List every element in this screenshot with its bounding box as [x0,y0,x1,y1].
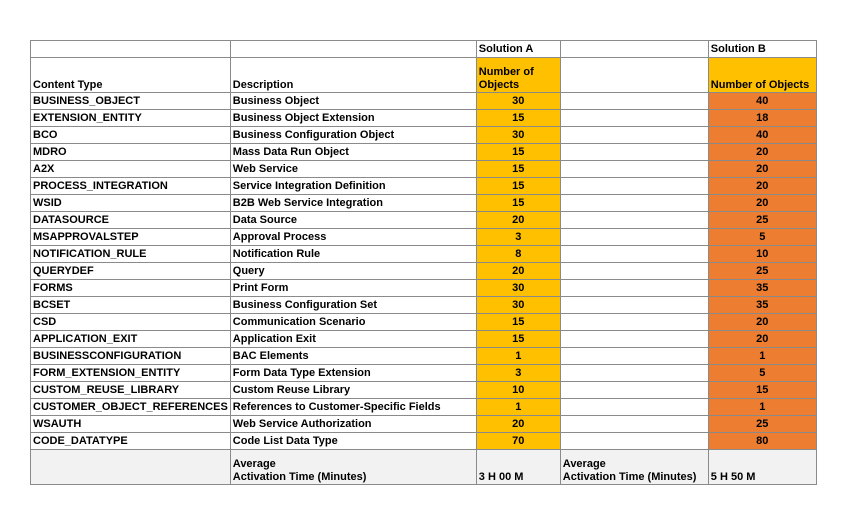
content-type-cell: CSD [31,314,231,331]
table-row [31,246,817,263]
description-cell: Mass Data Run Object [230,144,476,161]
description-cell: Web Service [230,161,476,178]
comparison-table [30,40,817,485]
description-cell: Business Configuration Object [230,127,476,144]
empty-cell [31,41,231,58]
empty-cell [560,229,708,246]
table-row [31,382,817,399]
empty-cell [560,246,708,263]
solution-a-count-cell: 15 [476,144,560,161]
empty-cell [560,212,708,229]
table-row [31,127,817,144]
content-type-cell: NOTIFICATION_RULE [31,246,231,263]
solution-b-count-cell: 1 [708,399,816,416]
solution-a-average-label [230,450,476,485]
table-row [31,399,817,416]
empty-cell [31,450,231,485]
table-row [31,297,817,314]
solution-b-count-cell: 35 [708,297,816,314]
solution-a-count-cell: 10 [476,382,560,399]
empty-cell [560,93,708,110]
description-cell: Data Source [230,212,476,229]
empty-cell [560,263,708,280]
solution-b-count-cell: 1 [708,348,816,365]
content-type-cell: WSAUTH [31,416,231,433]
average-label-line1: Average [562,458,606,470]
empty-cell [560,41,708,58]
table-row [31,144,817,161]
description-cell: Custom Reuse Library [230,382,476,399]
solution-a-count-cell: 15 [476,161,560,178]
solution-b-count-header: Number of Objects [708,58,816,93]
content-type-cell: WSID [31,195,231,212]
data-rows [31,93,817,450]
solution-b-count-cell: 20 [708,195,816,212]
description-header: Description [230,58,476,93]
content-type-cell: MDRO [31,144,231,161]
description-cell: Web Service Authorization [230,416,476,433]
solution-a-count-cell: 20 [476,263,560,280]
solution-a-count-cell: 30 [476,127,560,144]
solution-b-count-cell: 20 [708,161,816,178]
content-type-cell: FORM_EXTENSION_ENTITY [31,365,231,382]
solution-a-count-cell: 70 [476,433,560,450]
solution-a-count-cell: 3 [476,229,560,246]
description-cell: Service Integration Definition [230,178,476,195]
description-cell: Print Form [230,280,476,297]
table-row [31,348,817,365]
description-cell: Form Data Type Extension [230,365,476,382]
empty-cell [560,416,708,433]
content-type-cell: CUSTOM_REUSE_LIBRARY [31,382,231,399]
table-row [31,178,817,195]
table-row [31,280,817,297]
content-type-cell: BUSINESS_OBJECT [31,93,231,110]
solution-a-count-cell: 20 [476,212,560,229]
empty-cell [560,127,708,144]
description-cell: BAC Elements [230,348,476,365]
empty-cell [560,348,708,365]
content-type-cell: QUERYDEF [31,263,231,280]
solution-b-count-cell: 40 [708,93,816,110]
solution-b-count-cell: 40 [708,127,816,144]
table-row [31,161,817,178]
solution-a-count-cell: 1 [476,399,560,416]
solution-a-count-cell: 15 [476,195,560,212]
solution-b-count-cell: 5 [708,365,816,382]
average-label-line2: Activation Time (Minutes) [232,471,367,483]
description-cell: References to Customer-Specific Fields [230,399,476,416]
solution-a-header: Solution A [476,41,560,58]
solution-b-count-cell: 35 [708,280,816,297]
empty-cell [560,331,708,348]
solution-a-count-cell: 20 [476,416,560,433]
table-row [31,212,817,229]
empty-cell [560,178,708,195]
solution-a-count-cell: 15 [476,110,560,127]
solution-a-count-cell: 8 [476,246,560,263]
table-row [31,314,817,331]
description-cell: Approval Process [230,229,476,246]
description-cell: Business Object [230,93,476,110]
solution-b-count-cell: 20 [708,331,816,348]
solution-a-count-cell: 1 [476,348,560,365]
content-type-cell: PROCESS_INTEGRATION [31,178,231,195]
solution-a-count-cell: 30 [476,297,560,314]
solution-a-count-cell: 15 [476,314,560,331]
content-type-cell: MSAPPROVALSTEP [31,229,231,246]
solution-b-count-cell: 5 [708,229,816,246]
content-type-cell: CUSTOMER_OBJECT_REFERENCES [31,399,231,416]
content-type-header: Content Type [31,58,231,93]
solution-b-count-cell: 25 [708,212,816,229]
solution-a-count-cell: 3 [476,365,560,382]
column-header-row [31,58,817,93]
table-row [31,263,817,280]
empty-cell [560,110,708,127]
table-body [31,41,817,93]
description-cell: Communication Scenario [230,314,476,331]
description-cell: Application Exit [230,331,476,348]
table-row [31,195,817,212]
content-type-cell: BCSET [31,297,231,314]
solution-b-average-label [560,450,708,485]
content-type-cell: APPLICATION_EXIT [31,331,231,348]
solution-a-average-value: 3 H 00 M [476,450,560,485]
empty-cell [560,399,708,416]
title-row [31,41,817,58]
average-label-line1: Average [232,458,276,470]
content-type-cell: CODE_DATATYPE [31,433,231,450]
solution-b-count-cell: 20 [708,314,816,331]
empty-cell [230,41,476,58]
solution-a-count-cell: 15 [476,178,560,195]
footer-row [31,450,817,485]
solution-b-count-cell: 18 [708,110,816,127]
table-row [31,365,817,382]
solution-b-count-cell: 10 [708,246,816,263]
solution-b-count-cell: 25 [708,416,816,433]
empty-cell [560,280,708,297]
empty-cell [560,314,708,331]
solution-b-count-cell: 15 [708,382,816,399]
content-type-cell: EXTENSION_ENTITY [31,110,231,127]
content-type-cell: BCO [31,127,231,144]
solution-a-count-header: Number of Objects [476,58,560,93]
empty-cell [560,161,708,178]
content-type-cell: A2X [31,161,231,178]
empty-cell [560,433,708,450]
empty-cell [560,58,708,93]
solution-a-count-cell: 30 [476,280,560,297]
empty-cell [560,382,708,399]
solution-b-count-cell: 20 [708,178,816,195]
table-row [31,433,817,450]
description-cell: B2B Web Service Integration [230,195,476,212]
solution-b-count-cell: 80 [708,433,816,450]
table-row [31,229,817,246]
table-row [31,93,817,110]
description-cell: Business Object Extension [230,110,476,127]
content-type-cell: BUSINESSCONFIGURATION [31,348,231,365]
description-cell: Query [230,263,476,280]
table-row [31,416,817,433]
empty-cell [560,144,708,161]
content-type-cell: FORMS [31,280,231,297]
solution-a-count-cell: 15 [476,331,560,348]
empty-cell [560,365,708,382]
empty-cell [560,195,708,212]
solution-b-header: Solution B [708,41,816,58]
empty-cell [560,297,708,314]
table-row [31,331,817,348]
solution-b-average-value: 5 H 50 M [708,450,816,485]
table-row [31,110,817,127]
solution-a-count-cell: 30 [476,93,560,110]
content-type-cell: DATASOURCE [31,212,231,229]
average-label-line2: Activation Time (Minutes) [562,471,697,483]
description-cell: Code List Data Type [230,433,476,450]
solution-b-count-cell: 20 [708,144,816,161]
solution-b-count-cell: 25 [708,263,816,280]
description-cell: Notification Rule [230,246,476,263]
description-cell: Business Configuration Set [230,297,476,314]
footer-body [31,450,817,485]
